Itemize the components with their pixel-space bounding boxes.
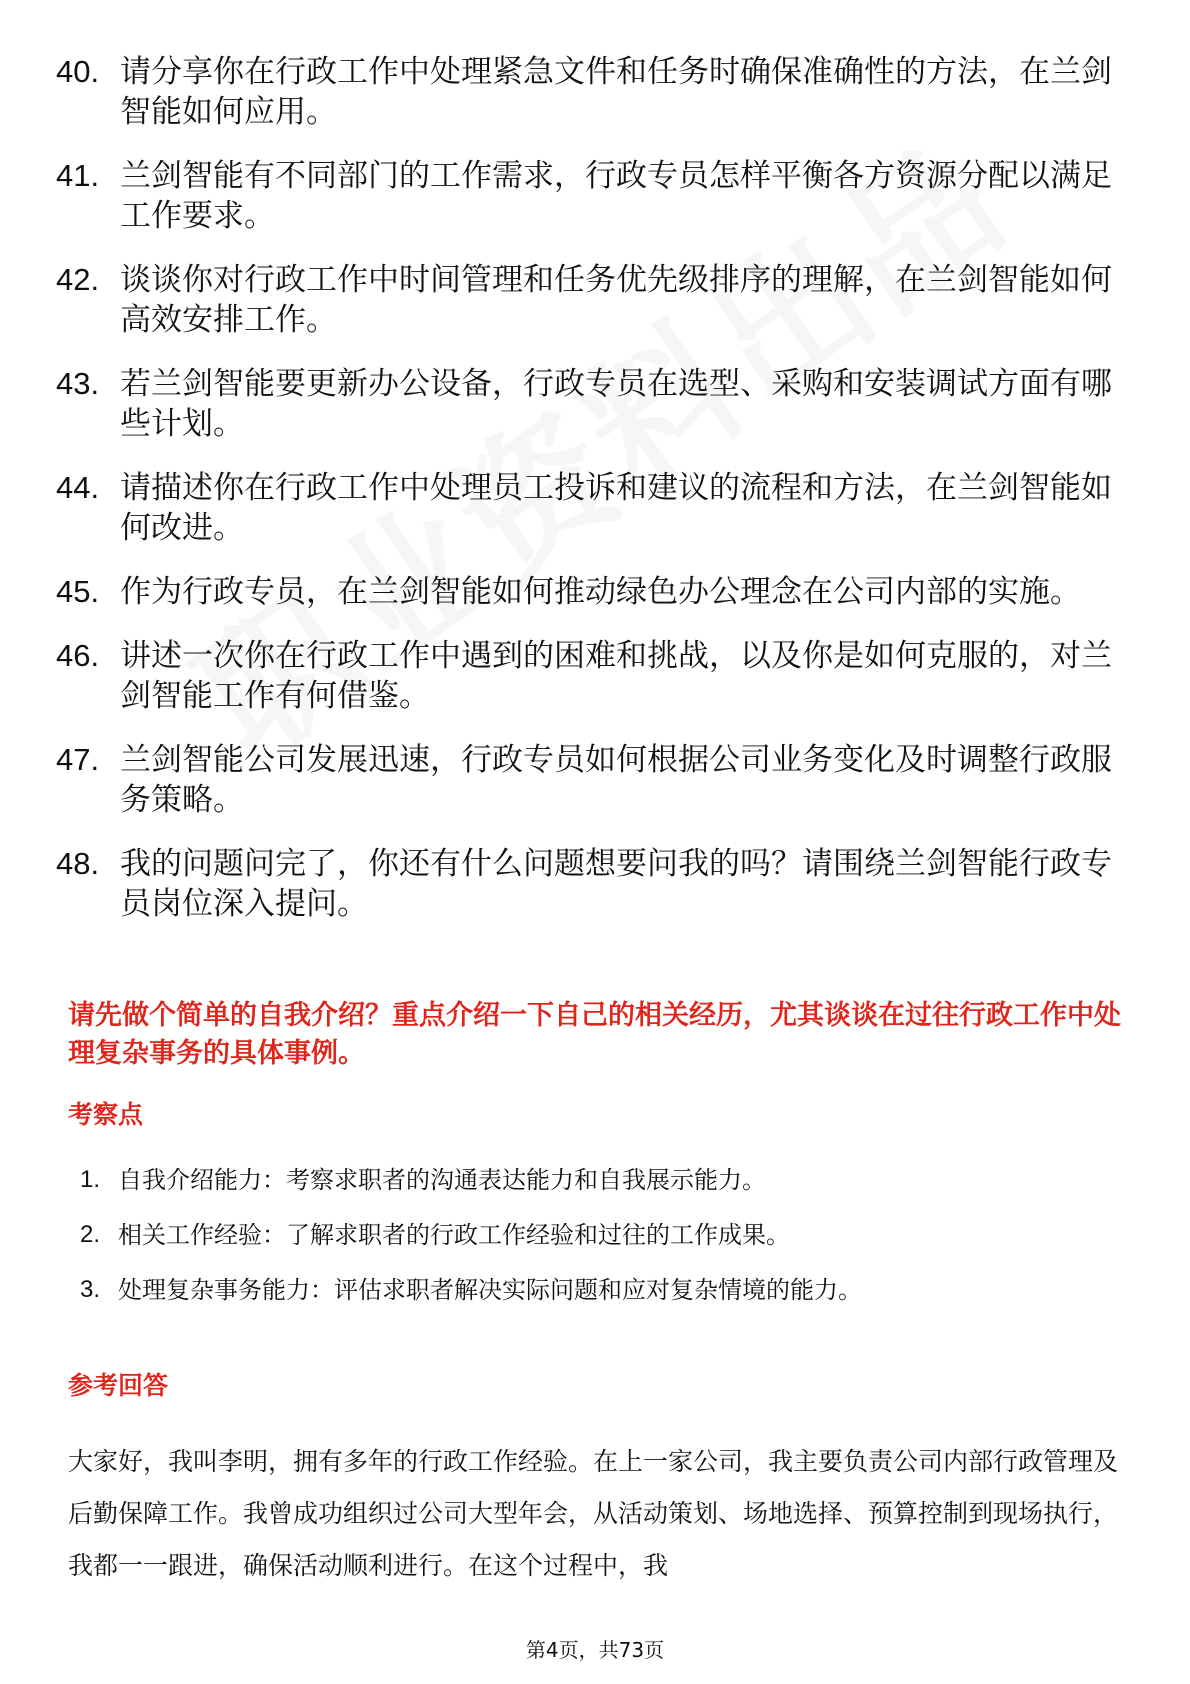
- page-footer: 第4页，共73页: [525, 1638, 665, 1662]
- exam-point-text: 相关工作经验：了解求职者的行政工作经验和过往的工作成果。: [118, 1221, 790, 1249]
- highlight-question: 请先做个简单的自我介绍？重点介绍一下自己的相关经历，尤其谈谈在过往行政工作中处理复杂事务的具体事例。: [68, 1000, 1121, 1069]
- exam-point-text: 自我介绍能力：考察求职者的沟通表达能力和自我展示能力。: [118, 1166, 766, 1194]
- question-number: 47.: [56, 742, 100, 777]
- exam-points-list: [80, 1163, 1130, 1328]
- question-text: 兰剑智能公司发展迅速，行政专员如何根据公司业务变化及时调整行政服务策略。: [120, 742, 1112, 818]
- question-text: 若兰剑智能要更新办公设备，行政专员在选型、采购和安装调试方面有哪些计划。: [120, 366, 1112, 442]
- question-text: 我的问题问完了，你还有什么问题想要问我的吗？请围绕兰剑智能行政专员岗位深入提问。: [120, 846, 1112, 922]
- question-number: 45.: [56, 574, 100, 609]
- exam-point-item: [80, 1273, 1130, 1307]
- exam-point-text: 处理复杂事务能力：评估求职者解决实际问题和应对复杂情境的能力。: [118, 1276, 862, 1304]
- question-item: [56, 636, 1136, 716]
- question-number: 46.: [56, 638, 100, 673]
- question-item: [56, 844, 1136, 924]
- question-number: 41.: [56, 158, 100, 193]
- question-number: 48.: [56, 846, 100, 881]
- question-text: 兰剑智能有不同部门的工作需求，行政专员怎样平衡各方资源分配以满足工作要求。: [120, 158, 1112, 234]
- question-text: 作为行政专员，在兰剑智能如何推动绿色办公理念在公司内部的实施。: [120, 574, 1081, 610]
- question-item: [56, 468, 1136, 548]
- question-number: 42.: [56, 262, 100, 297]
- exam-point-item: [80, 1163, 1130, 1197]
- question-text: 请分享你在行政工作中处理紧急文件和任务时确保准确性的方法，在兰剑智能如何应用。: [120, 54, 1112, 130]
- exam-point-number: 3.: [80, 1276, 101, 1303]
- question-text: 谈谈你对行政工作中时间管理和任务优先级排序的理解，在兰剑智能如何高效安排工作。: [120, 262, 1112, 338]
- question-text: 请描述你在行政工作中处理员工投诉和建议的流程和方法，在兰剑智能如何改进。: [120, 470, 1112, 546]
- question-item: [56, 740, 1136, 820]
- exam-point-number: 2.: [80, 1221, 101, 1248]
- exam-point-item: [80, 1218, 1130, 1252]
- exam-point-number: 1.: [80, 1166, 101, 1193]
- question-item: [56, 156, 1136, 236]
- question-number: 44.: [56, 470, 100, 505]
- question-item: [56, 52, 1136, 132]
- question-item: [56, 572, 1136, 612]
- exam-points-heading: 考察点: [68, 1100, 144, 1129]
- question-item: [56, 260, 1136, 340]
- question-number: 40.: [56, 54, 100, 89]
- question-list: [56, 52, 1136, 948]
- question-number: 43.: [56, 366, 100, 401]
- answer-heading: 参考回答: [68, 1371, 169, 1400]
- question-text: 讲述一次你在行政工作中遇到的困难和挑战，以及你是如何克服的，对兰剑智能工作有何借鉴。: [120, 638, 1112, 714]
- question-item: [56, 364, 1136, 444]
- answer-paragraph: 大家好，我叫李明，拥有多年的行政工作经验。在上一家公司，我主要负责公司内部行政管理及后勤保障工作。我曾成功组织过公司大型年会，从活动策划、场地选择、预算控制到现场执行，我都一一跟进，确保活动顺利进行。在这个过程中，我: [68, 1447, 1119, 1580]
